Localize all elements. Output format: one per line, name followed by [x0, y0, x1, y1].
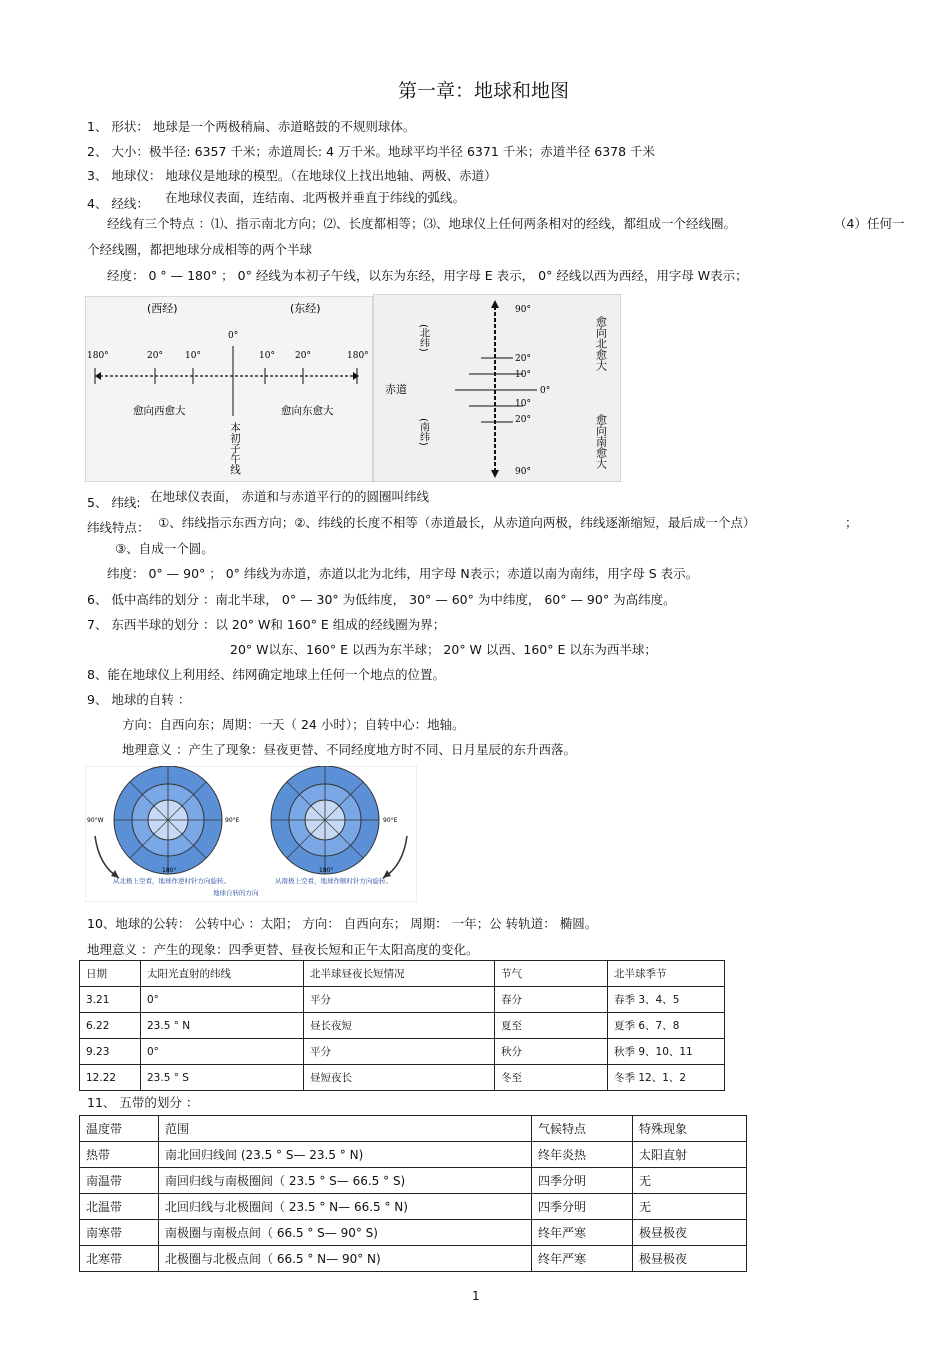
tick-label: 90°: [515, 305, 531, 315]
north-increase-label: 愈向北愈大: [594, 316, 608, 371]
table-cell: 昼长夜短: [304, 1013, 495, 1039]
table-cell: 夏季 6、7、8: [608, 1013, 725, 1039]
table-header-row: [80, 961, 725, 987]
table-row: [80, 1194, 747, 1220]
parallel-features: ①、纬线指示东西方向；②、纬线的长度不相等（赤道最长，从赤道向两极，纬线逐渐缩短，最后成一个点）: [158, 515, 756, 530]
table-cell: 23.5 ° S: [141, 1065, 304, 1091]
item-latitude-zones: 6、 低中高纬的划分 ：南北半球， 0° — 30° 为低纬度， 30° — 60° 为中纬度， 60° — 90° 为高纬度。: [87, 592, 676, 607]
table-cell: 无: [633, 1168, 747, 1194]
table-row: [80, 1065, 725, 1091]
table-cell: 9.23: [80, 1039, 141, 1065]
table-cell: 四季分明: [532, 1194, 633, 1220]
prime-meridian-label: 本初子午线: [229, 422, 241, 475]
parallel-feature-3: ③、自成一个圆。: [115, 541, 214, 556]
table-cell: 冬季 12、1、2: [608, 1065, 725, 1091]
meridian-label: 90°W: [87, 817, 104, 824]
item-temperature-zones: 11、 五带的划分 ：: [87, 1095, 199, 1110]
meridian-label: 180°: [162, 867, 177, 874]
table-cell: 夏至: [495, 1013, 608, 1039]
item-rotation: 9、 地球的自转 ：: [87, 692, 191, 707]
table-cell: 北回归线与北极圈间（ 23.5 ° N— 66.5 ° N): [159, 1194, 532, 1220]
meridian-feature-4: （4）任何一: [834, 216, 905, 231]
tick-label: 20°: [295, 351, 311, 361]
tick-label: 10°: [185, 351, 201, 361]
longitude-diagram: [85, 296, 373, 482]
table-row: [80, 1168, 747, 1194]
left-caption: 从北极上空看，地球作逆时针方向旋转。: [113, 877, 230, 885]
table-cell: 0°: [141, 1039, 304, 1065]
latitude-diagram: [373, 294, 621, 482]
table-cell: 终年炎热: [532, 1142, 633, 1168]
rotation-significance: 地理意义 ：产生了现象：昼夜更替、不同经度地方时不同、日月星辰的东升西落。: [122, 742, 576, 757]
table-cell: 南北回归线间 (23.5 ° S— 23.5 ° N): [159, 1142, 532, 1168]
tick-label: 20°: [515, 354, 531, 364]
page-number: 1: [472, 1289, 480, 1303]
item-hemispheres: 7、 东西半球的划分 ：以 20° W和 160° E 组成的经线圈为界；: [87, 617, 446, 632]
table-cell: 四季分明: [532, 1168, 633, 1194]
north-pole-view: [114, 766, 222, 874]
item-parallel-def: 在地球仪表面， 赤道和与赤道平行的的圆圈叫纬线: [150, 489, 429, 504]
tick-label: 90°: [515, 467, 531, 477]
table-header: 范围: [159, 1116, 532, 1142]
meridian-label: 90°E: [225, 817, 240, 824]
rotation-details: 方向：自西向东；周期：一天（ 24 小时）；自转中心：地轴。: [122, 717, 465, 732]
seasons-table: [79, 960, 725, 1091]
hemispheres-def: 20° W以东、160° E 以西为东半球； 20° W 以西、160° E 以东为西半球；: [230, 642, 657, 657]
table-row: [80, 1142, 747, 1168]
table-cell: 秋分: [495, 1039, 608, 1065]
table-cell: 南温带: [80, 1168, 159, 1194]
tick-label: 20°: [515, 415, 531, 425]
tick-label: 20°: [147, 351, 163, 361]
table-cell: 太阳直射: [633, 1142, 747, 1168]
item-parallel-label: 5、 纬线:: [87, 495, 141, 510]
meridian-label: 180°: [319, 867, 334, 874]
item-shape: 1、 形状： 地球是一个两极稍扁、赤道略鼓的不规则球体。: [87, 119, 416, 134]
table-cell: 12.22: [80, 1065, 141, 1091]
parallel-features-label: 纬线特点：: [87, 520, 150, 535]
meridian-label: 90°E: [383, 817, 398, 824]
table-cell: 北温带: [80, 1194, 159, 1220]
table-row: [80, 1039, 725, 1065]
table-cell: 0°: [141, 987, 304, 1013]
longitude-def: 经度： 0 ° — 180° ； 0° 经线为本初子午线，以东为东经，用字母 E 表示， 0° 经线以西为西经，用字母 W表示；: [107, 268, 748, 283]
table-cell: 南极圈与南极点间（ 66.5 ° S— 90° S): [159, 1220, 532, 1246]
table-row: [80, 1013, 725, 1039]
table-cell: 南寒带: [80, 1220, 159, 1246]
table-header: 气候特点: [532, 1116, 633, 1142]
south-increase-label: 愈向南愈大: [594, 414, 608, 469]
tick-label: 10°: [515, 399, 531, 409]
table-header: 北半球季节: [608, 961, 725, 987]
tick-label: 0°: [228, 331, 239, 341]
bottom-caption: 地球自转的方向: [213, 889, 259, 897]
tick-label: 10°: [259, 351, 275, 361]
item-meridian-def: 在地球仪表面，连结南、北两极并垂直于纬线的弧线。: [165, 190, 466, 205]
table-header: 特殊现象: [633, 1116, 747, 1142]
meridian-features: 经线有三个特点 ：⑴、指示南北方向；⑵、长度都相等；⑶、地球仪上任何两条相对的经线，都组成一个经线圈。: [107, 216, 736, 231]
table-header: 节气: [495, 961, 608, 987]
tick-label: 180°: [347, 351, 369, 361]
table-cell: 3.21: [80, 987, 141, 1013]
table-cell: 北极圈与北极点间（ 66.5 ° N— 90° N): [159, 1246, 532, 1272]
latitude-def: 纬度： 0° — 90° ； 0° 纬线为赤道，赤道以北为北纬，用字母 N表示；赤道以南为南纬，用字母 S 表示。: [107, 566, 699, 581]
tick-label: 0°: [540, 386, 551, 396]
table-cell: 无: [633, 1194, 747, 1220]
table-cell: 热带: [80, 1142, 159, 1168]
table-cell: 23.5 ° N: [141, 1013, 304, 1039]
item-locate: 8、能在地球仪上利用经、纬网确定地球上任何一个地点的位置。: [87, 667, 445, 682]
table-cell: 平分: [304, 1039, 495, 1065]
table-header: 日期: [80, 961, 141, 987]
table-row: [80, 1246, 747, 1272]
east-label: (东经): [290, 302, 321, 315]
table-row: [80, 987, 725, 1013]
rotation-diagram: [85, 766, 417, 902]
item-revolution: 10、地球的公转： 公转中心 ：太阳； 方向： 自西向东； 周期： 一年；公 转轨道： 椭圆。: [87, 916, 598, 931]
table-cell: 北寒带: [80, 1246, 159, 1272]
south-pole-view: [271, 766, 379, 874]
table-header-row: [80, 1116, 747, 1142]
table-cell: 终年严寒: [532, 1246, 633, 1272]
temperature-zones-table: [79, 1115, 747, 1272]
equator-label: 赤道: [385, 383, 407, 396]
table-cell: 终年严寒: [532, 1220, 633, 1246]
meridian-feature-4-cont: 个经线圈，都把地球分成相等的两个半球: [87, 242, 313, 257]
tick-label: 180°: [87, 351, 109, 361]
table-header: 温度带: [80, 1116, 159, 1142]
parallel-features-sep: ；: [845, 515, 858, 530]
south-latitude-label: (南纬): [417, 418, 429, 446]
item-globe: 3、 地球仪： 地球仪是地球的模型。（在地球仪上找出地轴、两极、赤道）: [87, 168, 497, 183]
north-latitude-label: (北纬): [417, 324, 429, 352]
table-cell: 极昼极夜: [633, 1246, 747, 1272]
table-header: 太阳光直射的纬线: [141, 961, 304, 987]
table-cell: 春分: [495, 987, 608, 1013]
tick-label: 10°: [515, 370, 531, 380]
table-cell: 6.22: [80, 1013, 141, 1039]
table-cell: 极昼极夜: [633, 1220, 747, 1246]
table-cell: 平分: [304, 987, 495, 1013]
table-cell: 春季 3、4、5: [608, 987, 725, 1013]
west-label: (西经): [147, 302, 178, 315]
table-row: [80, 1220, 747, 1246]
revolution-significance: 地理意义 ：产生的现象：四季更替、昼夜长短和正午太阳高度的变化。: [87, 942, 479, 957]
table-cell: 秋季 9、10、11: [608, 1039, 725, 1065]
table-cell: 昼短夜长: [304, 1065, 495, 1091]
west-increase-label: 愈向西愈大: [133, 405, 186, 417]
table-cell: 冬至: [495, 1065, 608, 1091]
table-cell: 南回归线与南极圈间（ 23.5 ° S— 66.5 ° S): [159, 1168, 532, 1194]
item-size: 2、 大小：极半径: 6357 千米；赤道周长: 4 万千米。地球平均半径 6371 千米；赤道半径 6378 千米: [87, 144, 656, 159]
item-meridian-label: 4、 经线：: [87, 196, 149, 211]
page-title: 第一章：地球和地图: [398, 80, 570, 102]
east-increase-label: 愈向东愈大: [281, 405, 334, 417]
right-caption: 从南极上空看，地球作顺时针方向旋转。: [275, 877, 392, 885]
table-header: 北半球昼夜长短情况: [304, 961, 495, 987]
